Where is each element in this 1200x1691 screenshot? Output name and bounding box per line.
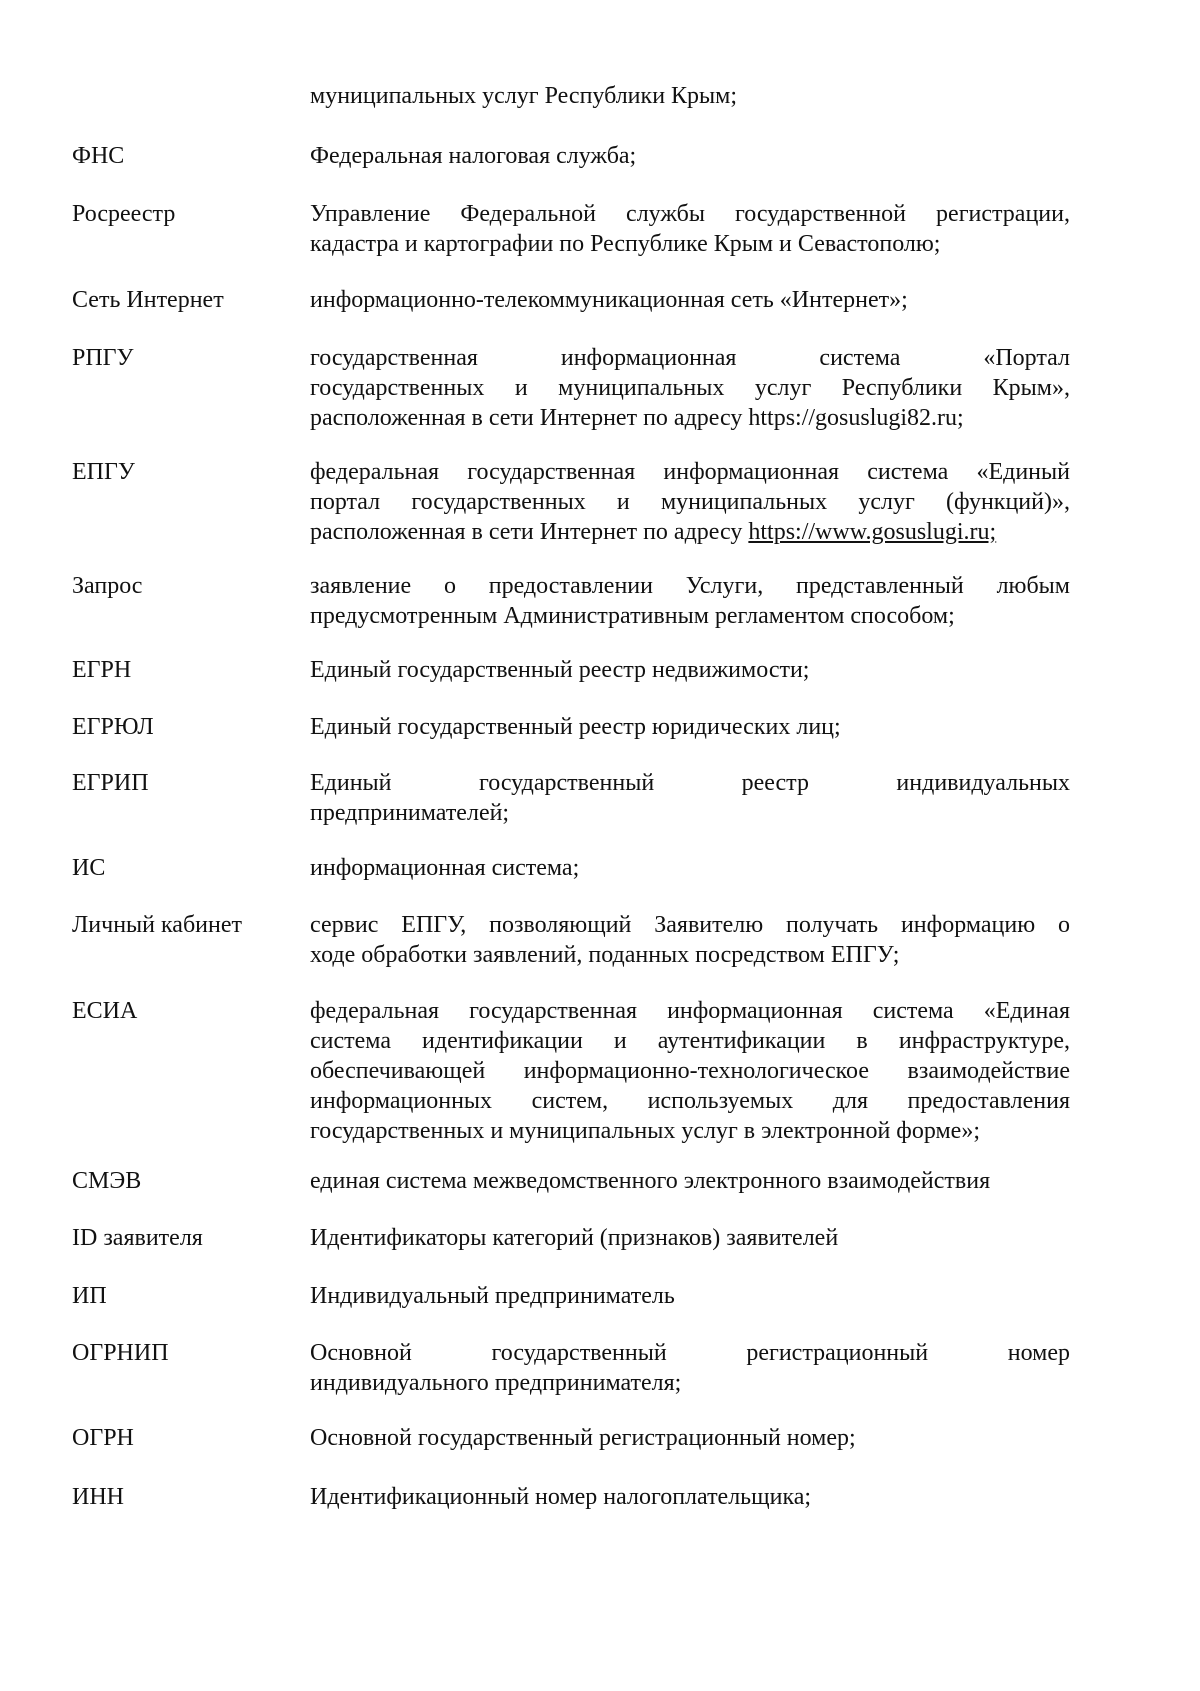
definition xyxy=(310,655,1070,685)
definition-line: Единый государственный реестр индивидуальных xyxy=(310,770,1070,796)
definition-line: портал государственных и муниципальных услуг (функций)», xyxy=(310,489,1070,515)
term: ИНН xyxy=(72,1484,124,1510)
definition-line: система идентификации и аутентификации в инфраструктуре, xyxy=(310,1028,1070,1054)
definition-line: государственных и муниципальных услуг в электронной форме»; xyxy=(310,1118,980,1144)
term: Сеть Интернет xyxy=(72,287,224,313)
definition xyxy=(310,1338,1070,1398)
definition-line: обеспечивающей информационно-технологическое взаимодействие xyxy=(310,1058,1070,1084)
definition xyxy=(310,1166,1070,1196)
definition-line: федеральная государственная информационная система «Единая xyxy=(310,998,1070,1024)
definition xyxy=(310,285,1070,315)
definition xyxy=(310,571,1070,631)
definition-line: Индивидуальный предприниматель xyxy=(310,1283,675,1309)
definition xyxy=(310,712,1070,742)
term: ID заявителя xyxy=(72,1225,203,1251)
definition-line: государственная информационная система «Портал xyxy=(310,345,1070,371)
term: ЕГРЮЛ xyxy=(72,714,154,740)
definition-line: сервис ЕПГУ, позволяющий Заявителю получать информацию о xyxy=(310,912,1070,938)
definition xyxy=(310,1423,1070,1453)
definition xyxy=(310,1281,1070,1311)
term: ЕСИА xyxy=(72,998,138,1024)
definition xyxy=(310,457,1070,547)
term: Запрос xyxy=(72,573,143,599)
definition-line: государственных и муниципальных услуг Республики Крым», xyxy=(310,375,1070,401)
definition xyxy=(310,1482,1070,1512)
definition xyxy=(310,199,1070,259)
definition-line: заявление о предоставлении Услуги, представленный любым xyxy=(310,573,1070,599)
term: ИП xyxy=(72,1283,107,1309)
term: ИС xyxy=(72,855,106,881)
definition xyxy=(310,1223,1070,1253)
definition-line: Идентификационный номер налогоплательщика; xyxy=(310,1484,812,1510)
term: Личный кабинет xyxy=(72,912,242,938)
definition xyxy=(310,343,1070,433)
term: СМЭВ xyxy=(72,1168,142,1194)
definition xyxy=(310,996,1070,1146)
term: ЕГРН xyxy=(72,657,132,683)
term: ЕПГУ xyxy=(72,459,135,485)
term: ОГРНИП xyxy=(72,1340,169,1366)
definition-line: информационных систем, используемых для предоставления xyxy=(310,1088,1070,1114)
definition-line: единая система межведомственного электронного взаимодействия xyxy=(310,1168,991,1194)
definition-line: федеральная государственная информационная система «Единый xyxy=(310,459,1070,485)
definition-text: расположенная в сети Интернет по адресу xyxy=(310,519,749,545)
definition-line: Единый государственный реестр юридических лиц; xyxy=(310,714,841,740)
epgu-link[interactable]: https://www.gosuslugi.ru; xyxy=(748,519,997,545)
definition xyxy=(310,768,1070,828)
continued-definition-line: муниципальных услуг Республики Крым; xyxy=(310,83,738,109)
definition-line: Основной государственный регистрационный номер; xyxy=(310,1425,856,1451)
definition-line: информационная система; xyxy=(310,855,580,881)
term: ЕГРИП xyxy=(72,770,149,796)
definition-line: индивидуального предпринимателя; xyxy=(310,1370,682,1396)
definition-line: кадастра и картографии по Республике Крым и Севастополю; xyxy=(310,231,941,257)
definition-line xyxy=(310,517,1070,547)
definition-line: ходе обработки заявлений, поданных посредством ЕПГУ; xyxy=(310,942,900,968)
definition-line: расположенная в сети Интернет по адресу https://gosuslugi82.ru; xyxy=(310,405,964,431)
definition-line: Единый государственный реестр недвижимости; xyxy=(310,657,810,683)
definition xyxy=(310,910,1070,970)
term: ОГРН xyxy=(72,1425,134,1451)
definition xyxy=(310,853,1070,883)
definition-line: Федеральная налоговая служба; xyxy=(310,143,637,169)
definition-line: информационно-телекоммуникационная сеть «Интернет»; xyxy=(310,287,908,313)
definition-line: Основной государственный регистрационный номер xyxy=(310,1340,1070,1366)
term: РПГУ xyxy=(72,345,134,371)
term: ФНС xyxy=(72,143,125,169)
definition-line: предусмотренным Административным регламентом способом; xyxy=(310,603,955,629)
definition xyxy=(310,141,1070,171)
definition-line: предпринимателей; xyxy=(310,800,510,826)
definition-line: Управление Федеральной службы государственной регистрации, xyxy=(310,201,1070,227)
term: Росреестр xyxy=(72,201,176,227)
definition-line: Идентификаторы категорий (признаков) заявителей xyxy=(310,1225,839,1251)
